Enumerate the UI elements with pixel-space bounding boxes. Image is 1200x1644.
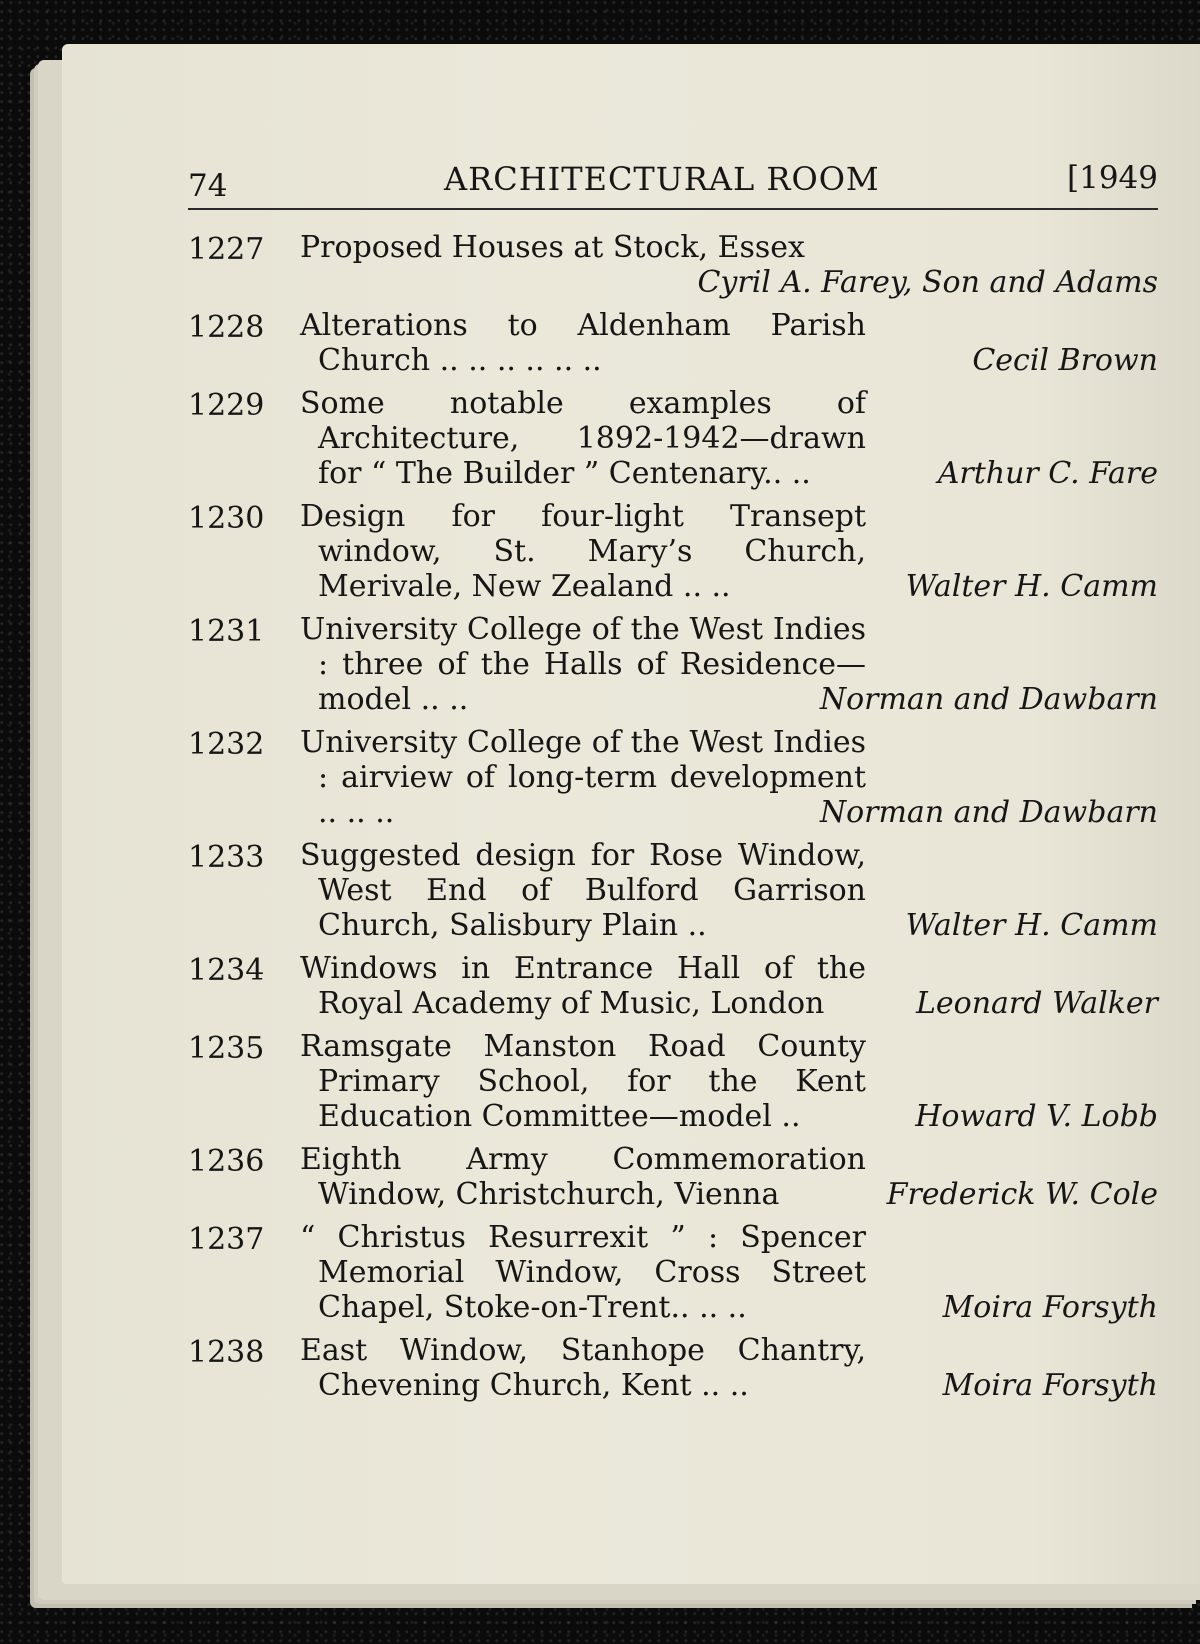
- catalogue-number: 1230: [188, 501, 265, 536]
- catalogue-number: 1232: [188, 727, 265, 762]
- catalogue-entry: [188, 725, 1158, 838]
- entry-artist: Howard V. Lobb: [915, 1099, 1158, 1134]
- entry-title: Proposed Houses at Stock, Essex: [300, 230, 805, 265]
- entry-artist: Walter H. Camm: [905, 569, 1158, 604]
- catalogue-entry: [188, 1220, 1158, 1333]
- catalogue-entry: [188, 386, 1158, 499]
- catalogue-number: 1237: [188, 1222, 265, 1257]
- entry-artist: Moira Forsyth: [942, 1290, 1158, 1325]
- year-label: [1949: [1067, 160, 1158, 196]
- catalogue-number: 1235: [188, 1031, 265, 1066]
- entry-artist: Leonard Walker: [915, 986, 1158, 1021]
- entry-artist: Norman and Dawbarn: [819, 795, 1158, 830]
- entry-title: Windows in Entrance Hall of the Royal Academy of Music, London: [300, 951, 866, 1021]
- entry-title: Some notable examples of Architecture, 1892-1942—drawn for “ The Builder ” Centenary.. ..: [300, 386, 866, 491]
- entry-artist: Cyril A. Farey, Son and Adams: [697, 265, 1158, 300]
- entry-title: University College of the West Indies : airview of long-term development .. .. ..: [300, 725, 866, 830]
- page-content: [188, 150, 1158, 1411]
- entry-artist: Moira Forsyth: [942, 1368, 1158, 1403]
- catalogue-entry: [188, 612, 1158, 725]
- entry-title: Eighth Army Commemoration Window, Christchurch, Vienna: [300, 1142, 866, 1212]
- entry-artist: Walter H. Camm: [905, 908, 1158, 943]
- entry-artist: Frederick W. Cole: [886, 1177, 1158, 1212]
- catalogue-number: 1236: [188, 1144, 265, 1179]
- catalogue-number: 1227: [188, 232, 265, 267]
- catalogue-number: 1231: [188, 614, 265, 649]
- entry-title: Alterations to Aldenham Parish Church .. .. .. .. .. ..: [300, 308, 866, 378]
- catalogue-entry: [188, 838, 1158, 951]
- entry-title: Design for four-light Transept window, St. Mary’s Church, Merivale, New Zealand .. ..: [300, 499, 866, 604]
- page-number: 74: [188, 168, 228, 204]
- entry-title: “ Christus Resurrexit ” : Spencer Memorial Window, Cross Street Chapel, Stoke-on-Trent.. .. ..: [300, 1220, 866, 1325]
- entry-artist: Cecil Brown: [972, 343, 1158, 378]
- catalogue-entry: [188, 1142, 1158, 1220]
- entry-title: East Window, Stanhope Chantry, Chevening Church, Kent .. ..: [300, 1333, 866, 1403]
- entry-title: University College of the West Indies : three of the Halls of Residence—model .. ..: [300, 612, 866, 717]
- catalogue-entry: [188, 1029, 1158, 1142]
- running-title: ARCHITECTURAL ROOM: [444, 160, 880, 198]
- catalogue-number: 1229: [188, 388, 265, 423]
- catalogue-number: 1233: [188, 840, 265, 875]
- catalogue-number: 1234: [188, 953, 265, 988]
- entry-artist: Arthur C. Fare: [937, 456, 1158, 491]
- entry-title: Suggested design for Rose Window, West End of Bulford Garrison Church, Salisbury Plain ..: [300, 838, 866, 943]
- catalogue-entry: [188, 951, 1158, 1029]
- catalogue-entry: [188, 230, 1158, 308]
- catalogue-number: 1238: [188, 1335, 265, 1370]
- catalogue-entry: [188, 308, 1158, 386]
- running-header: [188, 150, 1158, 210]
- entry-title: Ramsgate Manston Road County Primary School, for the Kent Education Committee—model ..: [300, 1029, 866, 1134]
- entry-artist: Norman and Dawbarn: [819, 682, 1158, 717]
- catalogue-number: 1228: [188, 310, 265, 345]
- catalogue-entry: [188, 499, 1158, 612]
- catalogue-entries: [188, 230, 1158, 1411]
- catalogue-entry: [188, 1333, 1158, 1411]
